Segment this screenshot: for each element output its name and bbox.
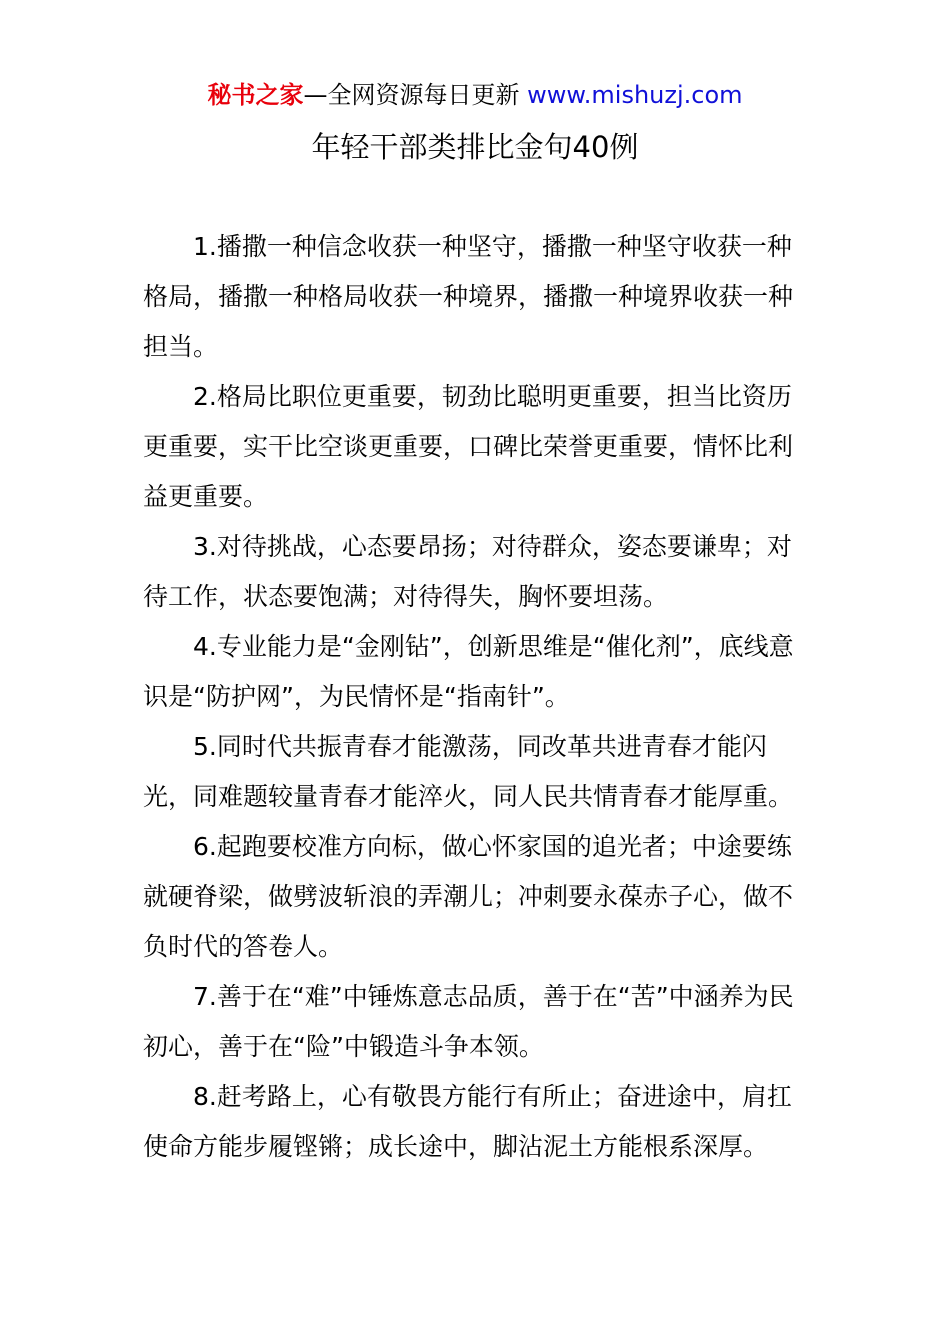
paragraph-6: 6.起跑要校准方向标，做心怀家国的追光者；中途要练就硬脊梁，做劈波斩浪的弄潮儿；冲刺要永葆赤子心，做不负时代的答卷人。 bbox=[143, 832, 794, 961]
document-body bbox=[143, 222, 809, 1172]
paragraph-2: 2.格局比职位更重要，韧劲比聪明更重要，担当比资历更重要，实干比空谈更重要，口碑比荣誉更重要，情怀比利益更重要。 bbox=[143, 382, 794, 511]
paragraph-7: 7.善于在“难”中锤炼意志品质，善于在“苦”中涵养为民初心，善于在“险”中锻造斗争本领。 bbox=[143, 982, 794, 1061]
paragraph-1: 1.播撒一种信念收获一种坚守，播撒一种坚守收获一种格局，播撒一种格局收获一种境界，播撒一种境界收获一种担当。 bbox=[143, 232, 794, 361]
site-name: 秘书之家 bbox=[207, 81, 304, 109]
document-title: 年轻干部类排比金句40例 bbox=[311, 130, 639, 164]
paragraph-5: 5.同时代共振青春才能激荡，同改革共进青春才能闪光，同难题较量青春才能淬火，同人民共情青春才能厚重。 bbox=[143, 732, 794, 811]
site-url-link[interactable]: www.mishuzj.com bbox=[527, 81, 743, 109]
paragraph-4: 4.专业能力是“金刚钻”，创新思维是“催化剂”，底线意识是“防护网”，为民情怀是“指南针”。 bbox=[143, 632, 794, 711]
site-header bbox=[0, 78, 950, 112]
paragraph-8: 8.赶考路上，心有敬畏方能行有所止；奋进途中，肩扛使命方能步履铿锵；成长途中，脚沾泥土方能根系深厚。 bbox=[143, 1082, 792, 1161]
paragraph-3: 3.对待挑战，心态要昂扬；对待群众，姿态要谦卑；对待工作，状态要饱满；对待得失，胸怀要坦荡。 bbox=[143, 532, 792, 611]
site-tagline: —全网资源每日更新 bbox=[303, 81, 520, 109]
